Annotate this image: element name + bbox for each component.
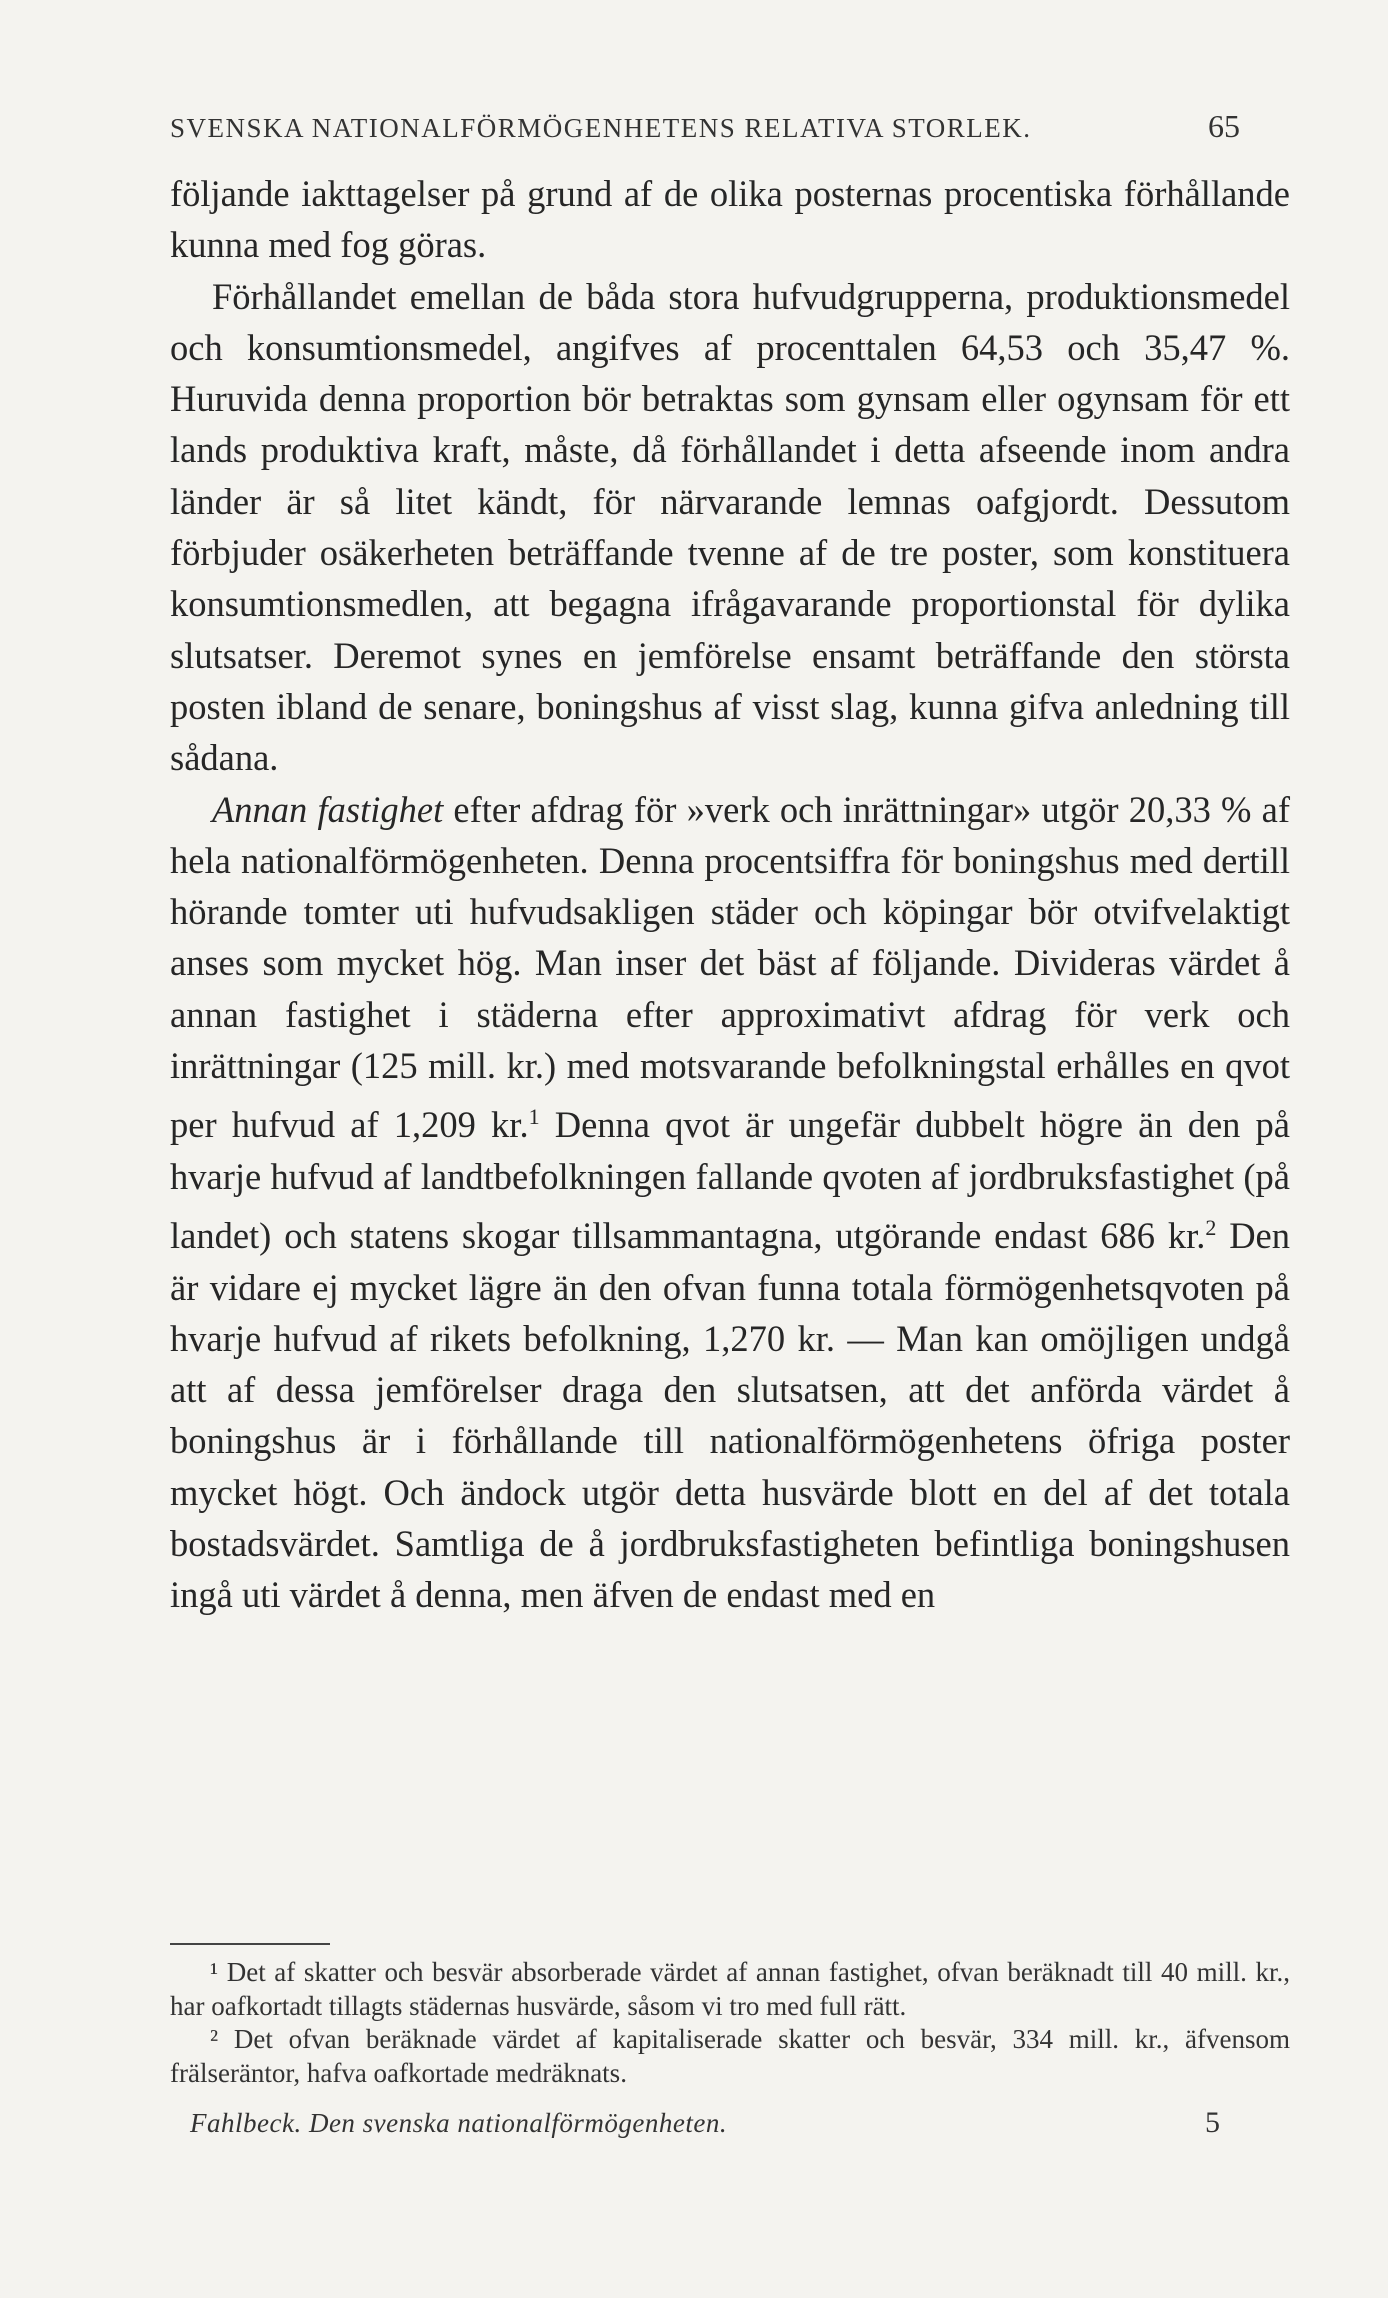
- page-number: 65: [1208, 108, 1240, 144]
- footer-citation: Fahlbeck. Den svenska nationalförmögenheten.: [190, 2108, 728, 2138]
- running-head: [170, 108, 1240, 145]
- paragraph-3-part-1: efter afdrag för »verk och inrättningar» utgör 20,33 % af hela nationalförmögenheten. Denna procentsiffra för boningshus med dertill hörande tomter uti hufvudsakligen städer och köpingar bör otvifvelaktigt anses som mycket hög. Man inser det bäst af följande. Divideras värdet å annan fastighet i städerna efter approximativt afdrag för verk och inrättningar (125 mill. kr.) med motsvarande befolkningstal erhålles en qvot per hufvud af 1,209 kr.: [170, 788, 1291, 1146]
- footnote-marker-1: 1: [528, 1104, 540, 1130]
- paragraph-3-part-3: Den är vidare ej mycket lägre än den ofvan funna totala förmögenhetsqvoten på hvarje hufvud af rikets befolkning, 1,270 kr. — Man kan omöjligen undgå att af dessa jemförelser draga den slutsatsen, att det anförda värdet å boningshus är i förhållande till nationalförmögenhetens öfriga poster mycket högt. Och ändock utgör detta husvärde blott en del af det totala bostadsvärdet. Samtliga de å jordbruksfastigheten befintliga boningshusen ingå uti värdet å denna, men äfven de endast med en: [170, 1215, 1291, 1616]
- paragraph-3: [170, 784, 1290, 1621]
- body-text: [170, 168, 1290, 1621]
- footnote-marker-2: 2: [1205, 1215, 1217, 1241]
- paragraph-2: Förhållandet emellan de båda stora hufvudgrupperna, produktionsmedel och konsumtionsmedel, angifves af procenttalen 64,53 och 35,47 %. Huruvida denna proportion bör betraktas som gynsam eller ogynsam för ett lands produktiva kraft, måste, då förhållandet i detta afseende inom andra länder är så litet kändt, för närvarande lemnas oafgjordt. Dessutom förbjuder osäkerheten beträffande tvenne af de tre poster, som konstituera konsumtionsmedlen, att begagna ifrågavarande proportionstal för dylika slutsatser. Deremot synes en jemförelse ensamt beträffande den största posten ibland de senare, boningshus af visst slag, kunna gifva anledning till sådana.: [170, 275, 1290, 779]
- signature-mark: 5: [1205, 2106, 1220, 2139]
- italic-term: Annan fastighet: [212, 788, 444, 830]
- footnotes: [170, 1956, 1290, 2090]
- page-footer: [190, 2106, 1220, 2140]
- running-head-title: SVENSKA NATIONALFÖRMÖGENHETENS RELATIVA STORLEK.: [170, 113, 1032, 143]
- footnote-divider: [170, 1943, 330, 1945]
- paragraph-1: följande iakttagelser på grund af de olika posternas procentiska förhållande kunna med fog göras.: [170, 173, 1290, 266]
- footnote-2: ² Det ofvan beräknade värdet af kapitaliserade skatter och besvär, 334 mill. kr., äfvensom frälseräntor, hafva oafkortade medräknats.: [170, 2024, 1290, 2088]
- paragraph-3-part-2: Denna qvot är ungefär dubbelt högre än den på hvarje hufvud af landtbefolkningen fallande qvoten af jordbruksfastighet (på landet) och statens skogar tillsammantagna, utgörande endast 686 kr.: [170, 1104, 1290, 1257]
- footnote-1: ¹ Det af skatter och besvär absorberade värdet af annan fastighet, ofvan beräknadt till 40 mill. kr., har oafkortadt tillagts städernas husvärde, såsom vi tro med full rätt.: [170, 1957, 1290, 2021]
